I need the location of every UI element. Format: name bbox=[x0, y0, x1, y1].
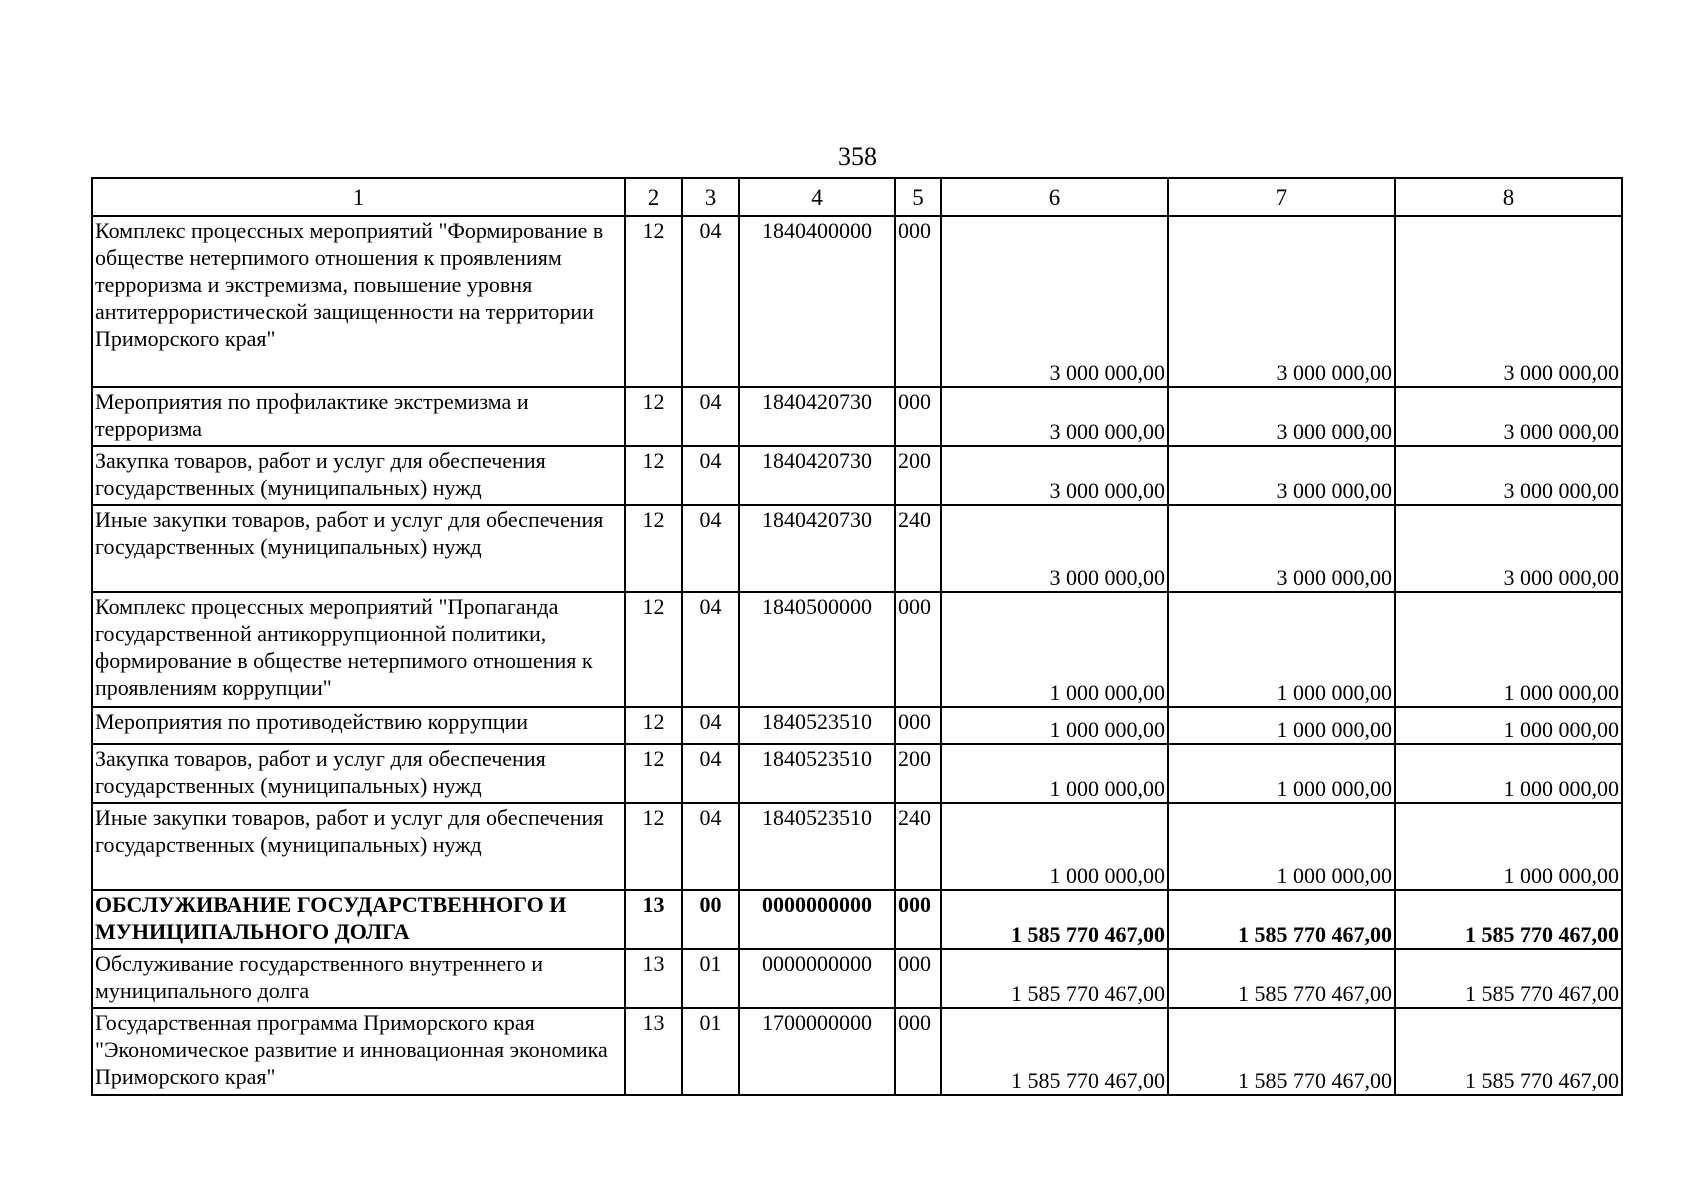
amount-column-8: 1 000 000,00 bbox=[1395, 707, 1622, 744]
table-row bbox=[92, 446, 1622, 505]
column-header: 8 bbox=[1395, 178, 1622, 216]
expense-type-code: 000 bbox=[895, 216, 941, 387]
expense-type-code: 000 bbox=[895, 949, 941, 1008]
table-row-section-total bbox=[92, 890, 1622, 949]
section-code: 12 bbox=[625, 707, 682, 744]
column-number-header-row bbox=[92, 178, 1622, 216]
table-row bbox=[92, 949, 1622, 1008]
expense-type-code: 240 bbox=[895, 803, 941, 890]
row-name: Мероприятия по противодействию коррупции bbox=[92, 707, 625, 744]
section-code: 13 bbox=[625, 949, 682, 1008]
target-article-code: 1840523510 bbox=[739, 744, 895, 803]
section-code: 12 bbox=[625, 505, 682, 592]
row-name: ОБСЛУЖИВАНИЕ ГОСУДАРСТВЕННОГО И МУНИЦИПАЛЬНОГО ДОЛГА bbox=[92, 890, 625, 949]
table-row bbox=[92, 387, 1622, 446]
target-article-code: 1840523510 bbox=[739, 707, 895, 744]
amount-column-8: 1 000 000,00 bbox=[1395, 744, 1622, 803]
expense-type-code: 200 bbox=[895, 446, 941, 505]
column-header: 4 bbox=[739, 178, 895, 216]
amount-column-7: 3 000 000,00 bbox=[1168, 387, 1395, 446]
section-code: 12 bbox=[625, 216, 682, 387]
target-article-code: 1840523510 bbox=[739, 803, 895, 890]
subsection-code: 04 bbox=[682, 505, 739, 592]
target-article-code: 0000000000 bbox=[739, 890, 895, 949]
amount-column-7: 1 585 770 467,00 bbox=[1168, 1008, 1395, 1095]
amount-column-7: 1 585 770 467,00 bbox=[1168, 890, 1395, 949]
budget-table bbox=[91, 177, 1623, 1096]
section-code: 12 bbox=[625, 803, 682, 890]
amount-column-7: 1 000 000,00 bbox=[1168, 744, 1395, 803]
row-name: Обслуживание государственного внутреннего и муниципального долга bbox=[92, 949, 625, 1008]
amount-column-7: 1 000 000,00 bbox=[1168, 707, 1395, 744]
amount-column-6: 1 000 000,00 bbox=[941, 803, 1168, 890]
amount-column-6: 1 000 000,00 bbox=[941, 707, 1168, 744]
section-code: 12 bbox=[625, 387, 682, 446]
table-row bbox=[92, 744, 1622, 803]
target-article-code: 1840420730 bbox=[739, 387, 895, 446]
target-article-code: 1840420730 bbox=[739, 505, 895, 592]
amount-column-6: 1 585 770 467,00 bbox=[941, 949, 1168, 1008]
column-header: 7 bbox=[1168, 178, 1395, 216]
amount-column-7: 3 000 000,00 bbox=[1168, 216, 1395, 387]
amount-column-8: 3 000 000,00 bbox=[1395, 387, 1622, 446]
amount-column-8: 3 000 000,00 bbox=[1395, 446, 1622, 505]
column-header: 5 bbox=[895, 178, 941, 216]
expense-type-code: 240 bbox=[895, 505, 941, 592]
row-name: Мероприятия по профилактике экстремизма и терроризма bbox=[92, 387, 625, 446]
subsection-code: 00 bbox=[682, 890, 739, 949]
amount-column-8: 3 000 000,00 bbox=[1395, 216, 1622, 387]
table-row bbox=[92, 505, 1622, 592]
amount-column-8: 1 585 770 467,00 bbox=[1395, 949, 1622, 1008]
subsection-code: 04 bbox=[682, 707, 739, 744]
amount-column-7: 3 000 000,00 bbox=[1168, 446, 1395, 505]
amount-column-6: 1 000 000,00 bbox=[941, 592, 1168, 707]
amount-column-8: 1 585 770 467,00 bbox=[1395, 890, 1622, 949]
amount-column-8: 1 000 000,00 bbox=[1395, 803, 1622, 890]
subsection-code: 01 bbox=[682, 949, 739, 1008]
row-name: Государственная программа Приморского края "Экономическое развитие и инновационная экономика Приморского края" bbox=[92, 1008, 625, 1095]
expense-type-code: 000 bbox=[895, 890, 941, 949]
target-article-code: 1700000000 bbox=[739, 1008, 895, 1095]
column-header: 6 bbox=[941, 178, 1168, 216]
expense-type-code: 000 bbox=[895, 707, 941, 744]
target-article-code: 1840400000 bbox=[739, 216, 895, 387]
section-code: 13 bbox=[625, 890, 682, 949]
section-code: 12 bbox=[625, 744, 682, 803]
subsection-code: 04 bbox=[682, 446, 739, 505]
amount-column-8: 1 000 000,00 bbox=[1395, 592, 1622, 707]
row-name: Закупка товаров, работ и услуг для обеспечения государственных (муниципальных) нужд bbox=[92, 446, 625, 505]
amount-column-7: 1 000 000,00 bbox=[1168, 803, 1395, 890]
amount-column-8: 3 000 000,00 bbox=[1395, 505, 1622, 592]
subsection-code: 04 bbox=[682, 592, 739, 707]
column-header: 3 bbox=[682, 178, 739, 216]
amount-column-7: 1 000 000,00 bbox=[1168, 592, 1395, 707]
table-row bbox=[92, 216, 1622, 387]
page-number: 358 bbox=[838, 142, 877, 171]
table-row bbox=[92, 1008, 1622, 1095]
subsection-code: 04 bbox=[682, 216, 739, 387]
row-name: Иные закупки товаров, работ и услуг для обеспечения государственных (муниципальных) нужд bbox=[92, 505, 625, 592]
expense-type-code: 000 bbox=[895, 1008, 941, 1095]
amount-column-6: 3 000 000,00 bbox=[941, 446, 1168, 505]
amount-column-6: 3 000 000,00 bbox=[941, 216, 1168, 387]
amount-column-6: 3 000 000,00 bbox=[941, 505, 1168, 592]
column-header: 1 bbox=[92, 178, 625, 216]
section-code: 12 bbox=[625, 592, 682, 707]
subsection-code: 01 bbox=[682, 1008, 739, 1095]
amount-column-6: 1 000 000,00 bbox=[941, 744, 1168, 803]
amount-column-6: 3 000 000,00 bbox=[941, 387, 1168, 446]
row-name: Иные закупки товаров, работ и услуг для обеспечения государственных (муниципальных) нужд bbox=[92, 803, 625, 890]
amount-column-8: 1 585 770 467,00 bbox=[1395, 1008, 1622, 1095]
expense-type-code: 200 bbox=[895, 744, 941, 803]
subsection-code: 04 bbox=[682, 803, 739, 890]
amount-column-6: 1 585 770 467,00 bbox=[941, 890, 1168, 949]
amount-column-7: 1 585 770 467,00 bbox=[1168, 949, 1395, 1008]
row-name: Комплекс процессных мероприятий "Формирование в обществе нетерпимого отношения к проявлениям терроризма и экстремизма, повышение уровня антитеррористической защищенности на территории Приморского края" bbox=[92, 216, 625, 387]
column-header: 2 bbox=[625, 178, 682, 216]
section-code: 13 bbox=[625, 1008, 682, 1095]
table-row bbox=[92, 707, 1622, 744]
expense-type-code: 000 bbox=[895, 387, 941, 446]
table-row bbox=[92, 803, 1622, 890]
target-article-code: 0000000000 bbox=[739, 949, 895, 1008]
table-row bbox=[92, 592, 1622, 707]
section-code: 12 bbox=[625, 446, 682, 505]
expense-type-code: 000 bbox=[895, 592, 941, 707]
subsection-code: 04 bbox=[682, 387, 739, 446]
amount-column-6: 1 585 770 467,00 bbox=[941, 1008, 1168, 1095]
target-article-code: 1840420730 bbox=[739, 446, 895, 505]
amount-column-7: 3 000 000,00 bbox=[1168, 505, 1395, 592]
row-name: Комплекс процессных мероприятий "Пропаганда государственной антикоррупционной политики, формирование в обществе нетерпимого отношения к проявлениям коррупции" bbox=[92, 592, 625, 707]
target-article-code: 1840500000 bbox=[739, 592, 895, 707]
row-name: Закупка товаров, работ и услуг для обеспечения государственных (муниципальных) нужд bbox=[92, 744, 625, 803]
subsection-code: 04 bbox=[682, 744, 739, 803]
